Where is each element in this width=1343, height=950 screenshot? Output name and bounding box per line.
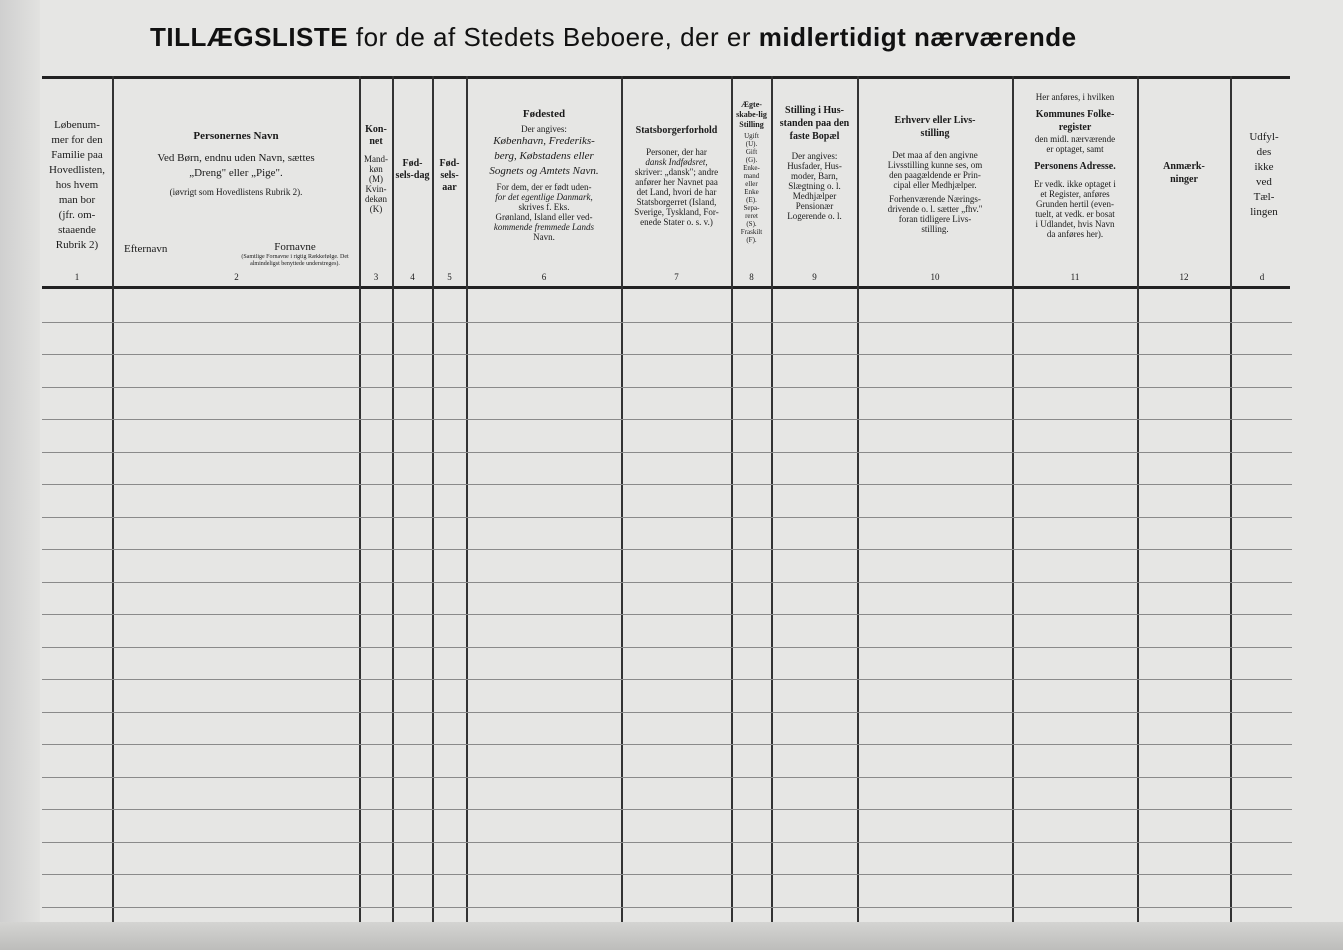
header-line: mand bbox=[743, 172, 760, 180]
header-line: kommende fremmede Lands bbox=[493, 222, 595, 232]
header-line: den paagældende er Prin- bbox=[889, 170, 981, 180]
header-line: den midl. nærværende bbox=[1034, 134, 1116, 144]
header-line: ved bbox=[1256, 176, 1272, 188]
header-line: man bor bbox=[58, 194, 96, 206]
header-line: anfører her Navnet paa bbox=[635, 177, 718, 187]
column-12-header bbox=[1150, 160, 1218, 360]
column-number: 10 bbox=[930, 272, 940, 282]
header-line: Ugift bbox=[744, 132, 759, 140]
column-number: 2 bbox=[234, 272, 239, 282]
header-line: eller bbox=[745, 180, 758, 188]
header-line: cipal eller Medhjælper. bbox=[893, 180, 977, 190]
header-line: Det maa af den angivne bbox=[892, 150, 978, 160]
header-line: Personens Adresse. bbox=[1034, 161, 1116, 172]
header-line: Enke- bbox=[743, 164, 760, 172]
header-line: for det egentlige Danmark, bbox=[495, 192, 593, 202]
header-line: register bbox=[1058, 122, 1092, 133]
top-rule bbox=[42, 76, 1290, 79]
header-line: tuelt, at vedk. er bosat bbox=[1035, 209, 1115, 219]
header-line: Statsborgerret (Island, bbox=[636, 197, 717, 207]
header-line: staaende bbox=[58, 224, 96, 236]
header-line: da anføres her). bbox=[1046, 229, 1104, 239]
header-line: Husfader, Hus- bbox=[787, 161, 842, 171]
header-line: (F). bbox=[746, 236, 757, 244]
header-line: moder, Barn, bbox=[791, 171, 838, 181]
header-line: Er vedk. ikke optaget i bbox=[1034, 179, 1116, 189]
entry-row-line bbox=[42, 842, 1292, 843]
entry-row-line bbox=[42, 517, 1292, 518]
header-line: Hovedlisten, bbox=[49, 164, 105, 176]
entry-row-line bbox=[42, 419, 1292, 420]
entry-row-line bbox=[42, 387, 1292, 388]
header-title: Ægte-skabe-lig Stilling bbox=[736, 100, 767, 129]
header-line: lingen bbox=[1250, 206, 1278, 218]
header-line: dansk Indfødsret, bbox=[645, 157, 708, 167]
header-line: skrives f. Eks. bbox=[518, 202, 570, 212]
header-line: (K) bbox=[369, 204, 383, 214]
title-main: TILLÆGSLISTE bbox=[150, 22, 349, 52]
entry-row-line bbox=[42, 647, 1292, 648]
column-divider bbox=[112, 76, 114, 922]
surname-label: Efternavn bbox=[124, 243, 168, 255]
header-line: berg, Købstadens eller bbox=[494, 150, 594, 162]
page-left-edge bbox=[0, 0, 40, 950]
header-line: (iøvrigt som Hovedlistens Rubrik 2). bbox=[169, 187, 303, 197]
entry-row-line bbox=[42, 582, 1292, 583]
header-line: Slægtning o. l. bbox=[788, 181, 841, 191]
entry-row-line bbox=[42, 354, 1292, 355]
title-end: midlertidigt nærværende bbox=[758, 22, 1077, 52]
column-number: 1 bbox=[74, 272, 80, 282]
header-line: reret bbox=[745, 212, 758, 220]
entry-row-line bbox=[42, 712, 1292, 713]
column-divider bbox=[1137, 76, 1139, 922]
column-2-header bbox=[116, 130, 356, 330]
entry-row-line bbox=[42, 549, 1292, 550]
header-line: skriver: „dansk"; andre bbox=[634, 167, 719, 177]
column-number: 6 bbox=[541, 272, 547, 282]
header-line: Forhenværende Nærings- bbox=[889, 194, 981, 204]
header-line: Ved Børn, endnu uden Navn, sættes bbox=[157, 152, 315, 164]
header-line: Rubrik 2) bbox=[55, 239, 99, 251]
entry-row-line bbox=[42, 452, 1292, 453]
column-number: 11 bbox=[1070, 272, 1080, 282]
header-line: ikke bbox=[1254, 161, 1274, 173]
header-line: Familie paa bbox=[51, 149, 103, 161]
header-line: „Dreng" eller „Pige". bbox=[189, 167, 283, 179]
header-line: (M) bbox=[369, 174, 383, 184]
column-d-header bbox=[1234, 130, 1294, 330]
entry-row-line bbox=[42, 777, 1292, 778]
header-line: Sverige, Tyskland, For- bbox=[634, 207, 719, 217]
column-7-header bbox=[623, 124, 730, 324]
entry-row-line bbox=[42, 809, 1292, 810]
header-line: drivende o. l. sætter „fhv." bbox=[887, 204, 983, 214]
entry-row-line bbox=[42, 874, 1292, 875]
column-11-header bbox=[1014, 92, 1136, 270]
header-title: Fød-sels-dag bbox=[395, 158, 430, 181]
column-10-header bbox=[859, 114, 1011, 314]
header-line: Der angives: bbox=[521, 124, 567, 134]
header-line: foran tidligere Livs- bbox=[898, 214, 972, 224]
entry-row-line bbox=[42, 907, 1292, 908]
header-line: Enke bbox=[744, 188, 759, 196]
header-title: Her anføres, i hvilken bbox=[1035, 92, 1115, 102]
header-line: Der angives: bbox=[791, 151, 838, 161]
header-line: Livsstilling kunne ses, om bbox=[887, 160, 983, 170]
entry-row-line bbox=[42, 614, 1292, 615]
header-title: Fød-sels-aar bbox=[439, 158, 460, 193]
header-line: Grønland, Island eller ved- bbox=[495, 212, 593, 222]
header-title: Anmærk-ninger bbox=[1163, 161, 1205, 185]
column-4-header bbox=[394, 158, 431, 358]
column-3-header bbox=[361, 124, 391, 324]
header-line: køn bbox=[369, 164, 383, 174]
column-number: 8 bbox=[749, 272, 754, 282]
header-line: Pensionær bbox=[795, 201, 834, 211]
header-line: stilling. bbox=[921, 224, 949, 234]
header-line: Mand- bbox=[364, 154, 388, 164]
header-line: Grunden hertil (even- bbox=[1036, 199, 1114, 209]
header-line: des bbox=[1256, 146, 1272, 158]
entry-row-line bbox=[42, 679, 1292, 680]
column-number: 9 bbox=[812, 272, 817, 282]
header-line: dekøn bbox=[365, 194, 387, 204]
header-line: hos hvem bbox=[55, 179, 99, 191]
header-title: Stilling i Hus-standen paa den faste Bopæl bbox=[779, 105, 850, 142]
header-line: Kvin- bbox=[365, 184, 387, 194]
header-line: Medhjælper bbox=[792, 191, 837, 201]
header-line: Sepa- bbox=[743, 204, 760, 212]
header-line: mer for den bbox=[51, 134, 103, 146]
column-divider bbox=[1230, 76, 1232, 922]
column-number: 3 bbox=[373, 272, 379, 282]
title-middle: for de af Stedets Beboere, der er bbox=[355, 22, 752, 52]
column-8-header bbox=[733, 100, 770, 270]
header-line: Tæl- bbox=[1253, 191, 1275, 203]
entry-row-line bbox=[42, 484, 1292, 485]
column-number: 12 bbox=[1179, 272, 1189, 282]
header-line: Gift bbox=[745, 148, 758, 156]
header-title: Erhverv eller Livs-stilling bbox=[894, 115, 976, 139]
header-title: Fødested bbox=[522, 108, 566, 120]
header-line: (jfr. om- bbox=[58, 209, 96, 221]
header-line: i Udlandet, hvis Navn bbox=[1035, 219, 1115, 229]
header-title: Kon-net bbox=[365, 124, 387, 147]
header-line: (U). bbox=[745, 140, 758, 148]
header-line: enede Stater o. s. v.) bbox=[640, 217, 713, 227]
header-line: (E). bbox=[746, 196, 757, 204]
header-line: et Register, anføres bbox=[1040, 189, 1110, 199]
header-line: Løbenum- bbox=[54, 119, 100, 131]
header-line: Logerende o. l. bbox=[787, 211, 842, 221]
column-1-header bbox=[44, 118, 110, 318]
column-number: d bbox=[1259, 272, 1265, 282]
form-title bbox=[150, 22, 1190, 53]
column-number: 4 bbox=[410, 272, 415, 282]
header-line: er optaget, samt bbox=[1046, 144, 1104, 154]
column-number: 5 bbox=[447, 272, 452, 282]
header-title: Statsborgerforhold bbox=[635, 125, 718, 136]
header-line: Personer, der har bbox=[646, 147, 707, 157]
header-line: For dem, der er født uden- bbox=[496, 182, 592, 192]
header-line: Navn. bbox=[533, 232, 555, 242]
header-line: det Land, hvori de har bbox=[636, 187, 717, 197]
column-number: 7 bbox=[674, 272, 679, 282]
page-bottom-edge bbox=[0, 922, 1343, 950]
header-line: Sognets og Amtets Navn. bbox=[489, 165, 599, 177]
header-line: Udfyl- bbox=[1249, 131, 1279, 143]
header-line: København, Frederiks- bbox=[493, 135, 595, 147]
entry-row-line bbox=[42, 744, 1292, 745]
column-5-header bbox=[434, 158, 465, 358]
header-line: (G). bbox=[745, 156, 758, 164]
given-names-note: (Samtlige Fornavne i rigtig Rækkefølge. Det almindeligst benyttede understreges). bbox=[241, 254, 349, 267]
header-line: Fraskilt bbox=[740, 228, 763, 236]
given-names-label: Fornavne bbox=[274, 241, 316, 253]
header-line: Kommunes Folke- bbox=[1035, 109, 1115, 120]
header-title: Personernes Navn bbox=[193, 130, 279, 142]
header-line: (S). bbox=[746, 220, 757, 228]
